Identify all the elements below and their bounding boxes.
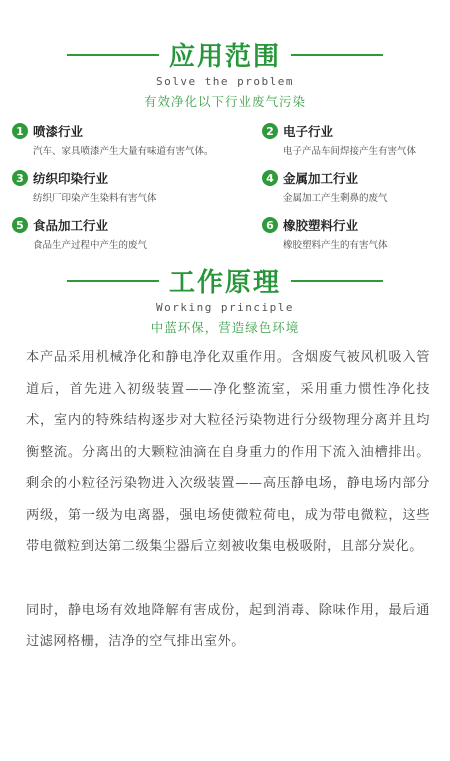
section-subtitle-cn: 中蓝环保，营造绿色环境 [150, 320, 300, 335]
section-title: 工作原理 [168, 268, 281, 298]
principle-description [26, 342, 430, 658]
industry-desc: 金属加工产生剩鼻的废气 [283, 193, 388, 204]
application-scope-header [0, 36, 450, 110]
industry-name: 纺织印染行业 [33, 171, 109, 186]
number-badge: 6 [262, 217, 278, 233]
industry-desc: 汽车、家具喷漆产生大量有味道有害气体。 [33, 146, 214, 157]
industry-item [12, 169, 222, 204]
section-subtitle-en: Solve the problem [155, 75, 295, 88]
section-title: 应用范围 [168, 42, 281, 72]
divider-right [291, 54, 383, 56]
industry-name: 喷漆行业 [33, 124, 84, 139]
divider-right [291, 280, 383, 282]
industry-item [262, 122, 442, 157]
industry-name: 金属加工行业 [283, 171, 359, 186]
industry-list [12, 122, 442, 263]
industry-item [262, 169, 442, 204]
industry-item [262, 216, 442, 251]
paragraph: 本产品采用机械净化和静电净化双重作用。含烟废气被风机吸入管道后，首先进入初级装置——净化整流室，采用重力惯性净化技术，室内的特殊结构逐步对大粒径污染物进行分级物理分离并且均衡整流。分离出的大颗粒油滴在自身重力的作用下流入油槽排出。剩余的小粒径污染物进入次级装置——高压静电场，静电场内部分两级，第一级为电离器，强电场使微粒荷电，成为带电微粒，这些带电微粒到达第二级集尘器后立刻被收集电极吸附，且部分炭化。 [26, 350, 430, 554]
number-badge: 3 [12, 170, 28, 186]
number-badge: 1 [12, 123, 28, 139]
section-subtitle-cn: 有效净化以下行业废气污染 [143, 94, 306, 109]
section-subtitle-en: Working principle [155, 301, 295, 314]
working-principle-header [0, 262, 450, 336]
paragraph: 同时，静电场有效地降解有害成份，起到消毒、除味作用，最后通过滤网格栅，洁净的空气排出室外。 [26, 602, 430, 649]
industry-desc: 食品生产过程中产生的废气 [33, 240, 148, 251]
industry-name: 橡胶塑料行业 [283, 218, 359, 233]
industry-item [12, 216, 222, 251]
industry-desc: 橡胶塑料产生的有害气体 [283, 240, 388, 251]
number-badge: 5 [12, 217, 28, 233]
divider-left [67, 54, 159, 56]
industry-desc: 纺织厂印染产生染料有害气体 [33, 193, 157, 204]
industry-item [12, 122, 222, 157]
number-badge: 2 [262, 123, 278, 139]
number-badge: 4 [262, 170, 278, 186]
industry-desc: 电子产品车间焊接产生有害气体 [283, 146, 417, 157]
industry-name: 食品加工行业 [33, 218, 109, 233]
divider-left [67, 280, 159, 282]
industry-name: 电子行业 [283, 124, 334, 139]
